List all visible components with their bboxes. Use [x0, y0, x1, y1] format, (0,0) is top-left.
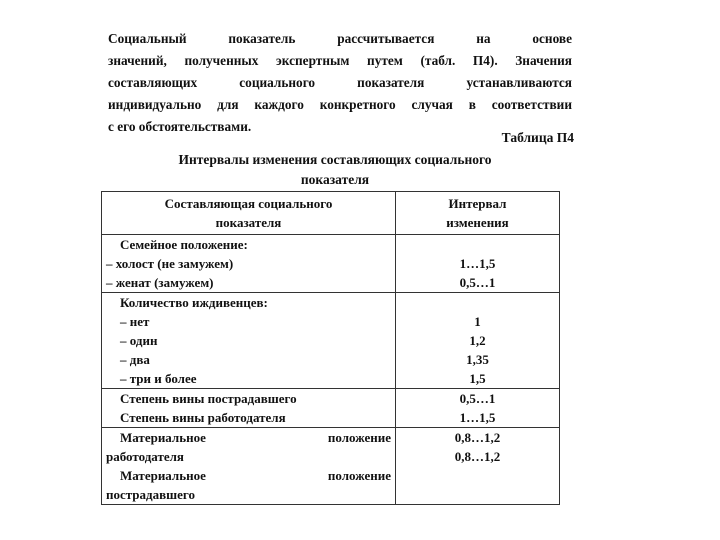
item-label: Степень вины пострадавшего: [120, 391, 297, 406]
header-component: [102, 192, 396, 235]
table-title-line: Интервалы изменения составляющих социального: [178, 152, 492, 167]
item-label: – холост (не замужем): [106, 256, 234, 271]
table-label: Таблица П4: [501, 130, 574, 145]
item-label: – нет: [120, 314, 150, 329]
interval-cell: [396, 235, 560, 293]
intro-paragraph: [108, 28, 572, 138]
item-value: 1,2: [469, 333, 486, 348]
item-value: 1…1,5: [459, 256, 496, 271]
item-value: 0,8…1,2: [454, 449, 501, 464]
intro-line: составляющих социального показателя устанавливаются: [108, 75, 572, 90]
item-value: 1,35: [466, 352, 489, 367]
item-value: 1…1,5: [459, 410, 496, 425]
item-value: 1: [474, 314, 481, 329]
material-word: пострадавшего: [106, 487, 195, 502]
component-cell: [102, 389, 396, 428]
table-header-row: [102, 192, 560, 235]
item-value: 0,5…1: [459, 275, 496, 290]
item-label: – один: [120, 333, 158, 348]
material-line: [106, 466, 391, 485]
group-heading: Количество иждивенцев:: [120, 295, 268, 310]
header-interval: [396, 192, 560, 235]
group-heading: Семейное положение:: [120, 237, 248, 252]
table-row: [102, 235, 560, 293]
component-cell: [102, 293, 396, 389]
intervals-table: [101, 191, 560, 505]
intro-line: индивидуально для каждого конкретного случая в соответствии: [108, 97, 572, 112]
material-word: Материальное: [120, 468, 206, 483]
header-text: Интервал: [448, 196, 507, 211]
interval-cell: [396, 293, 560, 389]
material-word: работодателя: [106, 449, 184, 464]
header-text: изменения: [446, 215, 509, 230]
intro-line: Социальный показатель рассчитывается на основе: [108, 31, 572, 46]
intro-line: с его обстоятельствами.: [108, 119, 252, 134]
item-value: 1,5: [469, 371, 486, 386]
interval-cell: [396, 428, 560, 505]
item-value: 0,5…1: [459, 391, 496, 406]
material-word: положение: [327, 468, 391, 483]
material-word: положение: [327, 430, 391, 445]
table-row: [102, 389, 560, 428]
item-label: Степень вины работодателя: [120, 410, 286, 425]
material-line: [106, 428, 391, 447]
material-word: Материальное: [120, 430, 206, 445]
component-cell: [102, 428, 396, 505]
item-label: – три и более: [120, 371, 197, 386]
table-row: [102, 428, 560, 505]
table-title: [150, 150, 520, 190]
intro-line: значений, полученных экспертным путем (табл. П4). Значения: [108, 53, 572, 68]
item-label: – два: [120, 352, 150, 367]
item-label: – женат (замужем): [106, 275, 214, 290]
item-value: 0,8…1,2: [454, 430, 501, 445]
header-text: Составляющая социального: [164, 196, 333, 211]
table-row: [102, 293, 560, 389]
component-cell: [102, 235, 396, 293]
header-text: показателя: [215, 215, 282, 230]
interval-cell: [396, 389, 560, 428]
table-title-line: показателя: [300, 172, 370, 187]
